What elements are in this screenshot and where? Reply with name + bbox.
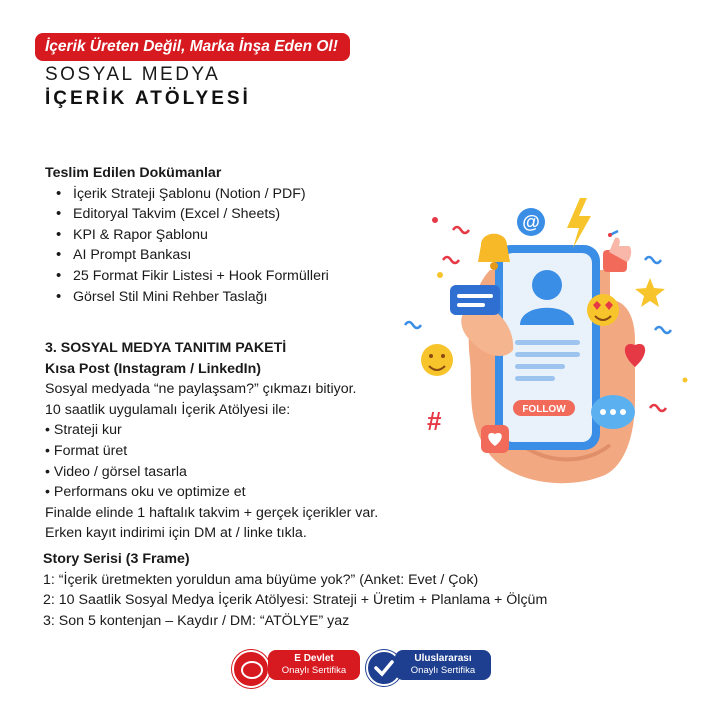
story-section xyxy=(43,549,547,631)
list-item: • 25 Format Fikir Listesi + Hook Formülleri xyxy=(73,266,329,287)
international-badge-title: Uluslararası xyxy=(414,653,472,664)
thumbs-up-icon xyxy=(603,237,631,272)
list-item: • Görsel Stil Mini Rehber Taslağı xyxy=(73,287,329,308)
edevlet-badge-title: E Devlet xyxy=(294,653,334,664)
list-item: • İçerik Strateji Şablonu (Notion / PDF) xyxy=(73,184,329,205)
deliverables-list xyxy=(45,184,329,308)
page-title-line2: İÇERİK ATÖLYESİ xyxy=(45,88,251,109)
promo-subheading: Kısa Post (Instagram / LinkedIn) xyxy=(45,360,262,377)
promo-line: Sosyal medyada “ne paylaşsam?” çıkmazı bitiyor. xyxy=(45,381,357,398)
list-item: • Editoryal Takvim (Excel / Sheets) xyxy=(73,204,329,225)
edevlet-badge xyxy=(268,650,360,680)
list-item: • KPI & Rapor Şablonu xyxy=(73,225,329,246)
promo-line: Erken kayıt indirimi için DM at / linke tıkla. xyxy=(45,525,307,542)
promo-line: • Performans oku ve optimize et xyxy=(45,484,246,501)
tagline-banner: İçerik Üreten Değil, Marka İnşa Eden Ol! xyxy=(35,33,350,61)
promo-line: • Format üret xyxy=(45,442,128,459)
chat-bubble-icon xyxy=(450,285,500,315)
smile-emoji-icon xyxy=(421,344,453,376)
deliverables-heading: Teslim Edilen Dokümanlar xyxy=(45,165,222,181)
star-icon xyxy=(635,278,665,307)
promo-heading: 3. SOSYAL MEDYA TANITIM PAKETİ xyxy=(45,340,287,356)
promo-line: Finalde elinde 1 haftalık takvim + gerçek içerikler var. xyxy=(45,504,379,521)
edevlet-seal-icon xyxy=(232,650,270,688)
svg-text:@: @ xyxy=(522,212,540,232)
follow-label: FOLLOW xyxy=(522,404,566,415)
chat-dots-icon xyxy=(591,395,635,429)
story-line: 3: Son 5 kontenjan – Kaydır / DM: “ATÖLYE” yaz xyxy=(43,612,350,629)
deliverables-section xyxy=(45,163,329,307)
heart-bubble-icon xyxy=(481,425,509,453)
list-item: • AI Prompt Bankası xyxy=(73,245,329,266)
edevlet-badge-subtitle: Onaylı Sertifika xyxy=(281,665,347,676)
international-badge xyxy=(395,650,491,680)
story-line: 1: “İçerik üretmekten yoruldun ama büyüme yok?” (Anket: Evet / Çok) xyxy=(43,571,479,588)
hashtag-icon: # xyxy=(427,406,442,436)
lightning-icon xyxy=(567,198,591,248)
page-title-line1: SOSYAL MEDYA xyxy=(45,64,221,85)
certificate-badges xyxy=(230,650,500,684)
promo-line: • Strateji kur xyxy=(45,422,122,439)
story-heading: Story Serisi (3 Frame) xyxy=(43,551,190,567)
story-line: 2: 10 Saatlik Sosyal Medya İçerik Atölyesi: Strateji + Üretim + Planlama + Ölçüm xyxy=(43,592,548,609)
profile-avatar-icon xyxy=(532,270,562,300)
promo-line: 10 saatlik uygulamalı İçerik Atölyesi ile: xyxy=(45,401,291,418)
at-sign-icon xyxy=(517,208,545,236)
social-media-illustration xyxy=(395,190,700,490)
promo-line: • Video / görsel tasarla xyxy=(45,463,187,480)
heart-eyes-emoji-icon xyxy=(587,294,619,326)
promo-section xyxy=(45,338,378,544)
international-badge-subtitle: Onaylı Sertifika xyxy=(410,665,476,676)
